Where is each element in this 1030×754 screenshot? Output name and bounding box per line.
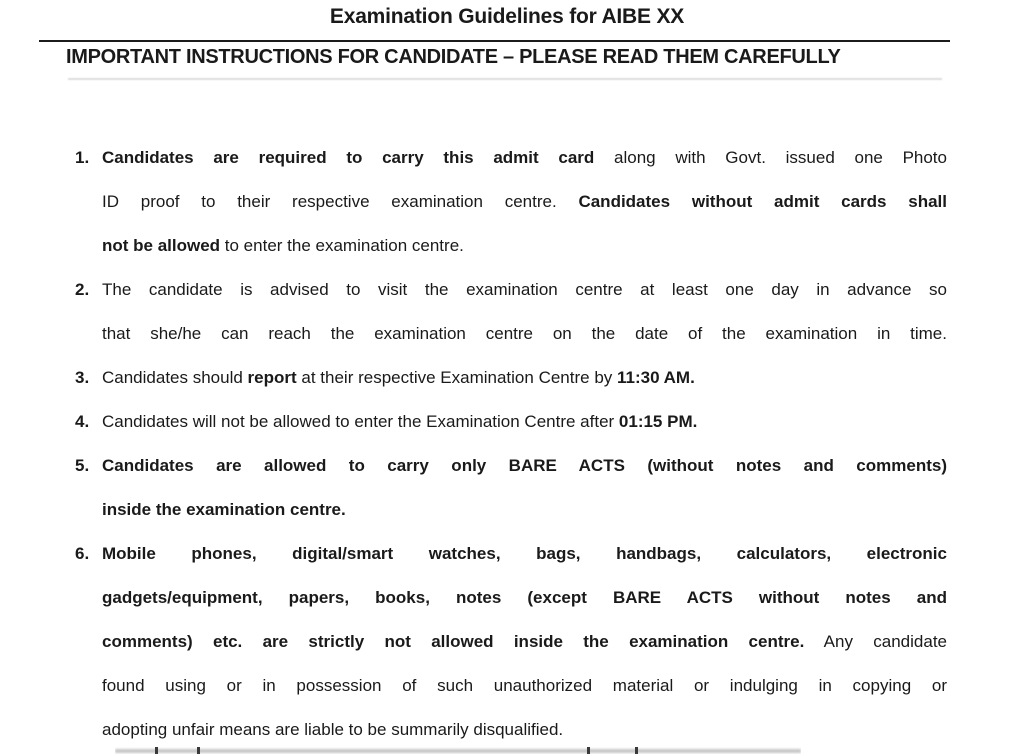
text-segment: 01:15 PM.: [618, 412, 698, 431]
instruction-line: [102, 664, 947, 708]
instruction-item-1: [0, 136, 1030, 268]
text-segment: ID proof to their respective examination centre.: [102, 192, 579, 211]
cutoff-band: [115, 749, 801, 753]
text-segment: comments) etc. are strictly not allowed inside the examination centre.: [102, 632, 805, 651]
instruction-line: [102, 224, 947, 268]
text-segment: Candidates will not be allowed to enter the Examination Centre after: [102, 412, 619, 431]
text-segment: report: [247, 368, 297, 387]
instruction-line: [102, 576, 947, 620]
text-segment: Candidates without admit cards shall: [578, 192, 947, 211]
item-number: 5.: [75, 456, 90, 475]
instruction-line: [102, 708, 947, 752]
item-number: 1.: [75, 148, 90, 167]
text-segment: inside the examination centre.: [102, 500, 346, 519]
text-segment: adopting unfair means are liable to be summarily disqualified.: [102, 720, 564, 739]
text-segment: along with Govt. issued one Photo: [594, 148, 947, 167]
text-segment: Candidates should: [102, 368, 248, 387]
instruction-line: [102, 180, 947, 224]
item-number: 2.: [75, 280, 90, 299]
cutoff-tick: [635, 747, 638, 754]
text-segment: found using or in possession of such unauthorized material or indulging in copying or: [102, 676, 947, 695]
instructions-heading: IMPORTANT INSTRUCTIONS FOR CANDIDATE – PLEASE READ THEM CAREFULLY: [66, 46, 841, 68]
cutoff-tick: [155, 747, 158, 754]
cutoff-tick: [197, 747, 200, 754]
text-segment: gadgets/equipment, papers, books, notes (except BARE ACTS without notes and: [102, 588, 947, 607]
instruction-line: [102, 532, 947, 576]
page-title: Examination Guidelines for AIBE XX: [329, 5, 685, 28]
text-segment: that she/he can reach the examination centre on the date of the examination in time.: [102, 324, 947, 343]
cutoff-next-line-artifact: [115, 747, 801, 754]
text-segment: Candidates are allowed to carry only BARE ACTS (without notes and comments): [102, 456, 947, 475]
instruction-line: [102, 400, 947, 444]
text-segment: 11:30 AM.: [617, 368, 695, 387]
instruction-item-6: [0, 532, 1030, 752]
item-number: 4.: [75, 412, 90, 431]
instruction-line: [102, 136, 947, 180]
text-segment: Mobile phones, digital/smart watches, bags, handbags, calculators, electronic: [102, 544, 947, 563]
text-segment: Candidates are required to carry this admit card: [102, 148, 595, 167]
instruction-line: [102, 620, 947, 664]
text-segment: to enter the examination centre.: [220, 236, 464, 255]
title-divider: [39, 40, 950, 42]
instruction-line: [102, 356, 947, 400]
text-segment: not be allowed: [102, 236, 221, 255]
instruction-item-5: [0, 444, 1030, 532]
instruction-line: [102, 312, 947, 356]
item-number: 6.: [75, 544, 90, 563]
text-segment: at their respective Examination Centre by: [296, 368, 617, 387]
cutoff-tick: [587, 747, 590, 754]
instruction-item-3: [0, 356, 1030, 400]
instruction-item-4: [0, 400, 1030, 444]
instruction-line: [102, 488, 947, 532]
text-segment: Any candidate: [804, 632, 947, 651]
item-number: 3.: [75, 368, 90, 387]
instruction-item-2: [0, 268, 1030, 356]
heading-underline-artifact: [68, 78, 942, 80]
instruction-line: [102, 268, 947, 312]
instruction-list: [0, 136, 1030, 752]
text-segment: The candidate is advised to visit the examination centre at least one day in advance so: [102, 280, 947, 299]
instruction-line: [102, 444, 947, 488]
